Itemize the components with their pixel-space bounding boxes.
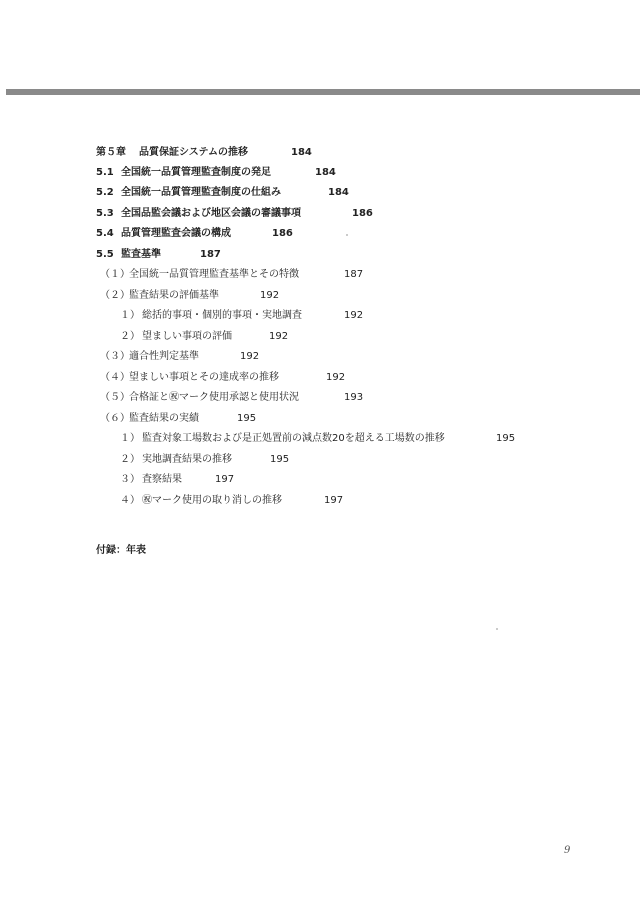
toc-title: ㊗マーク使用の取り消しの推移 — [142, 495, 282, 506]
toc-title: 査察結果 — [142, 474, 182, 485]
toc-page: 184 — [315, 167, 336, 178]
scan-speck — [496, 628, 498, 630]
toc-title: 望ましい事項の評価 — [142, 331, 232, 342]
toc-page: 193 — [344, 392, 364, 403]
toc-title: 実地調査結果の推移 — [142, 454, 232, 465]
toc-number: （６） — [100, 413, 130, 424]
toc-title: 全国品監会議および地区会議の審議事項 — [121, 208, 301, 219]
toc-number: １） — [120, 310, 140, 321]
toc-page: 192 — [344, 310, 364, 321]
toc-number: （２） — [100, 290, 130, 301]
toc-page: 186 — [272, 228, 293, 239]
toc-page: 187 — [344, 269, 364, 280]
toc-title: 適合性判定基準 — [129, 351, 199, 362]
toc-page: 195 — [270, 454, 290, 465]
toc-title: 品質保証システムの推移 — [139, 147, 248, 158]
page-number: 9 — [564, 845, 571, 856]
toc-number: 5.5 — [96, 249, 114, 260]
appendix-heading[interactable]: 付録：年表 — [96, 545, 146, 556]
toc-number: （５） — [100, 392, 130, 403]
toc-title: 総括的事項・個別的事項・実地調査 — [142, 310, 302, 321]
toc-title: 全国統一品質管理監査制度の仕組み — [121, 187, 281, 198]
scan-speck — [346, 234, 348, 236]
toc-number: １） — [120, 433, 140, 444]
toc-page: 186 — [352, 208, 373, 219]
toc-title: 監査結果の評価基準 — [129, 290, 219, 301]
toc-number: 5.4 — [96, 228, 114, 239]
toc-title: 品質管理監査会議の構成 — [121, 228, 231, 239]
toc-number: 5.2 — [96, 187, 114, 198]
toc-page: 187 — [200, 249, 221, 260]
toc-number: ４） — [120, 495, 140, 506]
toc-title: 合格証と㊗マーク使用承認と使用状況 — [129, 392, 299, 403]
toc-number: （３） — [100, 351, 130, 362]
toc-number: ２） — [120, 454, 140, 465]
toc-page: 192 — [260, 290, 280, 301]
toc-number: 第５章 — [96, 147, 126, 158]
toc-page: 192 — [269, 331, 289, 342]
toc-page: 195 — [496, 433, 516, 444]
toc-title: 監査基準 — [121, 249, 161, 260]
toc-number: （４） — [100, 372, 130, 383]
toc-page: 192 — [240, 351, 260, 362]
toc-number: 5.1 — [96, 167, 114, 178]
toc-number: ２） — [120, 331, 140, 342]
toc-title: 全国統一品質管理監査基準とその特徴 — [129, 269, 299, 280]
toc-page: 192 — [326, 372, 346, 383]
toc-page: 197 — [215, 474, 235, 485]
toc-page: 197 — [324, 495, 344, 506]
toc-title: 全国統一品質管理監査制度の発足 — [121, 167, 271, 178]
toc-page: 184 — [291, 147, 312, 158]
toc-number: 5.3 — [96, 208, 114, 219]
toc-page: 195 — [237, 413, 257, 424]
toc-title: 望ましい事項とその達成率の推移 — [129, 372, 279, 383]
toc-page: 184 — [328, 187, 349, 198]
toc-number: （１） — [100, 269, 130, 280]
header-rule — [6, 89, 640, 95]
toc-title: 監査結果の実績 — [129, 413, 199, 424]
toc-number: ３） — [120, 474, 140, 485]
toc-title: 監査対象工場数および是正処置前の減点数20を超える工場数の推移 — [142, 433, 445, 444]
